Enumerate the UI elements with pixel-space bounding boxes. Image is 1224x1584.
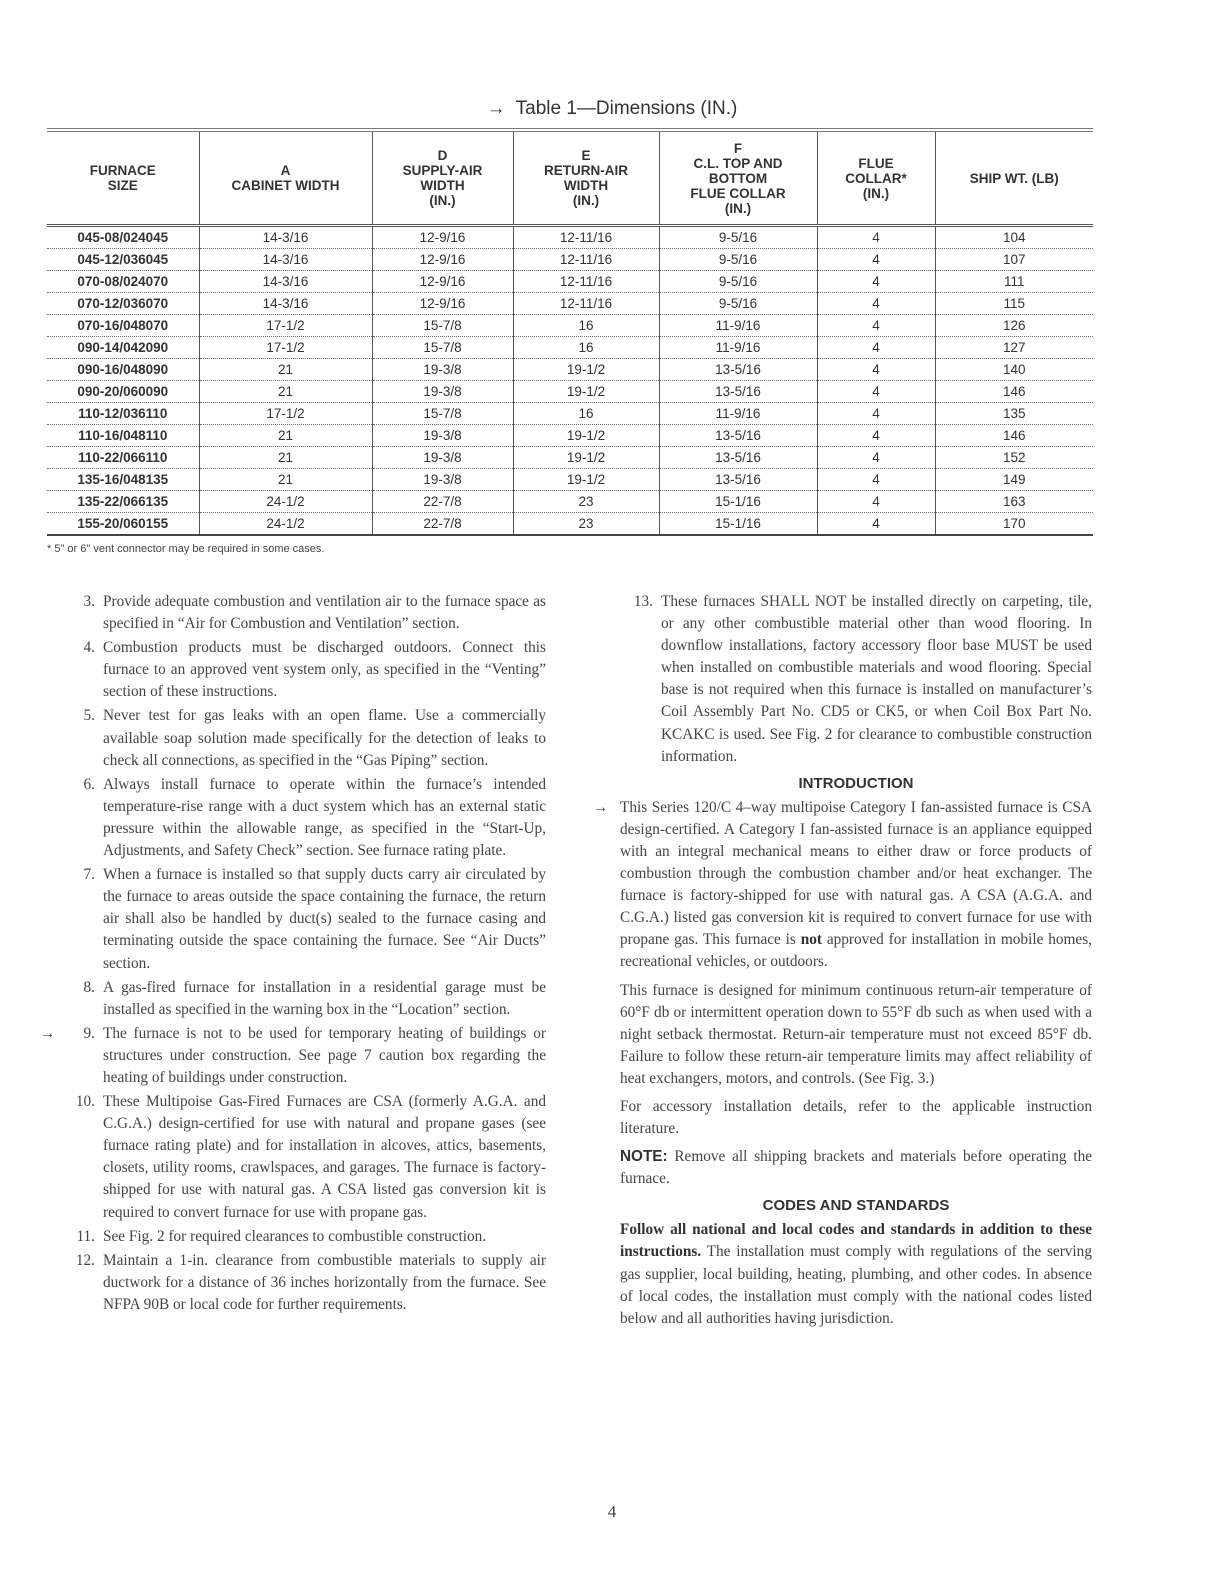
list-item-number: 8. [83,978,95,996]
codes-bold-text: Follow all national and local codes and standards in addition to these instructions. [620,1221,1092,1261]
table-cell-flue-collar: 4 [817,425,935,447]
table-cell-cabinet-width: 14-3/16 [199,249,372,271]
table-row [47,359,1093,381]
table-cell-furnace-size: 135-16/048135 [47,469,199,491]
list-item-text: These furnaces SHALL NOT be installed directly on carpeting, tile, or any other combustible material other than wood flooring. In downflow installations, factory accessory floor base MUST be used when installed on combustible materials and wood flooring. Special base is not required when this furnace is installed on manufacturer’s Coil Assembly Part No. CD5 or CK5, or when Coil Box Part No. KCAKC is used. See Fig. 2 for clearance to combustible construction information. [661,593,1092,765]
table-cell-cabinet-width: 14-3/16 [199,226,372,249]
table-cell-supply-air-width: 19-3/8 [372,381,513,403]
list-item-text: Provide adequate combustion and ventilation air to the furnace space as specified in “Air for Combustion and Ventilation” section. [103,593,546,633]
table-row [47,337,1093,359]
header-line: COLLAR* [845,170,907,186]
header-line: D [437,148,448,163]
table-cell-return-air-width: 19-1/2 [513,469,659,491]
table-cell-ship-weight: 146 [935,381,1093,403]
table-cell-ship-weight: 170 [935,513,1093,536]
table-cell-flue-collar: 4 [817,249,935,271]
table-cell-flue-collar: 4 [817,513,935,536]
table-cell-cabinet-width: 21 [199,447,372,469]
table-cell-flue-collar: 4 [817,293,935,315]
list-item-text: Maintain a 1-in. clearance from combustible materials to supply air ductwork for a distance of 36 inches horizontally from the furnace. See NFPA 90B or local code for further requirements. [103,1251,546,1313]
table-cell-flue-collar-position: 15-1/16 [659,491,817,513]
table-cell-flue-collar: 4 [817,337,935,359]
header-line: SUPPLY-AIR [402,163,483,178]
list-item-number: 3. [83,593,95,610]
table-cell-flue-collar-position: 13-5/16 [659,447,817,469]
table-cell-furnace-size: 070-12/036070 [47,293,199,315]
table-cell-supply-air-width: 12-9/16 [372,271,513,293]
table-cell-flue-collar-position: 13-5/16 [659,381,817,403]
list-item [62,1226,546,1248]
table-cell-flue-collar: 4 [817,315,935,337]
table-cell-furnace-size: 135-22/066135 [47,491,199,513]
table-cell-return-air-width: 23 [513,491,659,513]
list-item-number: 9. [83,1024,95,1042]
table-cell-furnace-size: 045-08/024045 [47,226,199,249]
table-cell-ship-weight: 104 [935,226,1093,249]
table-cell-cabinet-width: 21 [199,381,372,403]
table-row [47,249,1093,271]
right-column [593,591,1093,1336]
list-item-text: When a furnace is installed so that supply ducts carry air circulated by the furnace to areas outside the space containing the furnace, the return air shall also be handled by duct(s) sealed to the furnace casing and terminating outside the space containing the furnace. See “Air Ducts” section. [103,866,546,972]
table-cell-flue-collar-position: 11-9/16 [659,315,817,337]
introduction-paragraph-1 [593,797,1092,974]
page-number: 4 [607,1502,617,1521]
table-title-text: Table 1—Dimensions (IN.) [515,98,738,119]
table-cell-flue-collar: 4 [817,226,935,249]
list-item [62,774,546,862]
table-row [47,403,1093,425]
table-cell-furnace-size: 110-22/066110 [47,447,199,469]
list-item [62,637,546,703]
table-row [47,513,1093,536]
table-cell-return-air-width: 12-11/16 [513,271,659,293]
list-item [40,1023,546,1089]
table-cell-return-air-width: 16 [513,403,659,425]
introduction-paragraph-3: For accessory installation details, refer to the applicable instruction literature. [620,1097,1092,1138]
list-item-text: The furnace is not to be used for temporary heating of buildings or structures under construction. See page 7 caution box regarding the heating of buildings under construction. [103,1024,546,1086]
table-cell-furnace-size: 070-08/024070 [47,271,199,293]
table-cell-supply-air-width: 19-3/8 [372,447,513,469]
table-cell-return-air-width: 19-1/2 [513,359,659,381]
table-cell-return-air-width: 19-1/2 [513,381,659,403]
table-cell-ship-weight: 140 [935,359,1093,381]
table-cell-flue-collar-position: 13-5/16 [659,469,817,491]
table-cell-flue-collar: 4 [817,403,935,425]
table-cell-supply-air-width: 19-3/8 [372,469,513,491]
table-cell-ship-weight: 152 [935,447,1093,469]
table-cell-flue-collar: 4 [817,491,935,513]
table-cell-furnace-size: 090-14/042090 [47,337,199,359]
codes-paragraph [620,1219,1092,1329]
list-item [62,705,546,771]
table-row [47,271,1093,293]
header-line: BOTTOM [708,170,768,186]
column-header-return-air-width [513,130,659,226]
list-item [62,591,546,635]
table-cell-return-air-width: 19-1/2 [513,425,659,447]
header-line: E [581,148,591,163]
table-cell-supply-air-width: 15-7/8 [372,315,513,337]
table-cell-return-air-width: 23 [513,513,659,536]
table-cell-return-air-width: 12-11/16 [513,249,659,271]
dimensions-table [47,128,1093,536]
header-line: SIZE [107,178,138,193]
table-cell-supply-air-width: 22-7/8 [372,513,513,536]
table-row [47,469,1093,491]
list-item-number: 10. [75,1093,95,1111]
note-text: Remove all shipping brackets and materials before operating the furnace. [620,1148,1093,1188]
table-cell-ship-weight: 135 [935,403,1093,425]
table-title [0,98,1224,120]
table-cell-cabinet-width: 24-1/2 [199,491,372,513]
table-cell-flue-collar-position: 9-5/16 [659,249,817,271]
list-item-number: 5. [83,707,95,725]
table-cell-ship-weight: 115 [935,293,1093,315]
table-row [47,491,1093,513]
table-cell-ship-weight: 107 [935,249,1093,271]
list-item-text: A gas-fired furnace for installation in a residential garage must be installed as specified in the warning box in the “Location” section. [103,978,546,1018]
header-line: A [280,163,291,178]
table-cell-cabinet-width: 17-1/2 [199,337,372,359]
table-body [47,226,1093,536]
list-item-number: 12. [75,1251,95,1269]
table-cell-supply-air-width: 12-9/16 [372,249,513,271]
list-item-text: These Multipoise Gas-Fired Furnaces are CSA (formerly A.G.A. and C.G.A.) design-certified for use with natural and propane gases (see furnace rating plate) and for installation in alcoves, attics, basements, closets, utility rooms, crawlspaces, and garages. The furnace is factory-shipped for use with natural gas. A CSA listed gas conversion kit is required to convert furnace for use with propane gas. [103,1093,546,1221]
table-cell-supply-air-width: 19-3/8 [372,359,513,381]
list-item [62,864,546,974]
header-line: CABINET WIDTH [231,178,340,193]
table-row [47,425,1093,447]
table-cell-supply-air-width: 12-9/16 [372,293,513,315]
table-cell-ship-weight: 163 [935,491,1093,513]
table-cell-cabinet-width: 21 [199,469,372,491]
table-cell-return-air-width: 19-1/2 [513,447,659,469]
introduction-heading: INTRODUCTION [798,774,914,792]
table-cell-furnace-size: 070-16/048070 [47,315,199,337]
column-header-supply-air-width [372,130,513,226]
table-cell-flue-collar-position: 15-1/16 [659,513,817,536]
table-cell-flue-collar-position: 13-5/16 [659,359,817,381]
table-cell-cabinet-width: 24-1/2 [199,513,372,536]
list-item [62,977,546,1021]
list-item-number: 11. [76,1227,95,1245]
column-header-cabinet-width [199,130,372,226]
change-arrow-icon: → [486,98,506,119]
table-cell-flue-collar: 4 [817,271,935,293]
table-row [47,381,1093,403]
table-cell-cabinet-width: 17-1/2 [199,403,372,425]
list-item [62,1250,546,1316]
table-cell-flue-collar-position: 9-5/16 [659,271,817,293]
intro-text-bold: not [800,931,822,949]
intro-text-b: approved for installation in mobile homes, recreational vehicles, or outdoors. [620,931,1092,971]
table-cell-flue-collar-position: 13-5/16 [659,425,817,447]
codes-heading: CODES AND STANDARDS [762,1197,950,1215]
table-cell-return-air-width: 12-11/16 [513,293,659,315]
table-cell-furnace-size: 090-16/048090 [47,359,199,381]
header-line: FURNACE [89,163,156,178]
table-cell-ship-weight: 126 [935,315,1093,337]
table-cell-furnace-size: 090-20/060090 [47,381,199,403]
column-header-furnace-size [47,130,199,226]
table-cell-flue-collar-position: 9-5/16 [659,226,817,249]
header-line: C.L. TOP AND [693,155,783,171]
list-item-13 [620,591,1092,768]
column-header-flue-collar [817,130,935,226]
header-line: (IN.) [862,185,890,201]
table-cell-flue-collar: 4 [817,381,935,403]
table-cell-cabinet-width: 21 [199,359,372,381]
header-line: FLUE COLLAR [690,185,786,201]
list-item-text: Never test for gas leaks with an open flame. Use a commercially available soap solution made specifically for the detection of leaks to check all connections, as specified in the “Gas Piping” section. [103,707,546,769]
codes-text: The installation must comply with regulations of the serving gas supplier, local building, heating, plumbing, and other codes. In absence of local codes, the installation must comply with the national codes listed below and all authorities having jurisdiction. [620,1243,1092,1327]
table-cell-ship-weight: 127 [935,337,1093,359]
table-cell-flue-collar-position: 9-5/16 [659,293,817,315]
table-cell-cabinet-width: 14-3/16 [199,293,372,315]
list-item-text: Always install furnace to operate within the furnace’s intended temperature-rise range with a duct system which has an external static pressure within the allowable range, as specified in the “Start-Up, Adjustments, and Safety Check” section. See furnace rating plate. [103,775,546,860]
table-cell-supply-air-width: 15-7/8 [372,337,513,359]
note-label: NOTE: [620,1148,668,1166]
change-arrow-icon: → [40,1024,56,1042]
table-cell-supply-air-width: 12-9/16 [372,226,513,249]
table-cell-supply-air-width: 15-7/8 [372,403,513,425]
table-cell-return-air-width: 16 [513,315,659,337]
table-cell-furnace-size: 155-20/060155 [47,513,199,536]
table-row [47,315,1093,337]
table-cell-return-air-width: 12-11/16 [513,226,659,249]
list-item-number: 4. [83,639,95,657]
header-line: WIDTH [563,178,609,193]
table-row [47,447,1093,469]
table-cell-flue-collar: 4 [817,447,935,469]
left-column [40,591,546,1318]
table-cell-furnace-size: 110-16/048110 [47,425,199,447]
note-paragraph [620,1146,1092,1190]
header-line: (IN.) [572,193,600,208]
table-header-row [47,130,1093,226]
list-item-number: 6. [83,775,95,793]
table-cell-cabinet-width: 17-1/2 [199,315,372,337]
header-line: WIDTH [420,178,465,193]
header-line: RETURN-AIR [544,163,628,178]
table-cell-cabinet-width: 21 [199,425,372,447]
table-cell-furnace-size: 110-12/036110 [47,403,199,425]
header-line: FLUE [858,155,894,171]
introduction-paragraph-2: This furnace is designed for minimum continuous return-air temperature of 60°F db or intermittent operation down to 55°F db such as when used with a night setback thermostat. Return-air temperature must not exceed 85°F db. Failure to follow these return-air temperature limits may affect reliability of heat exchangers, motors, and controls. (See Fig. 3.) [620,981,1092,1087]
table-cell-ship-weight: 146 [935,425,1093,447]
table-footnote: * 5" or 6" vent connector may be required in some cases. [47,543,325,555]
table-cell-flue-collar-position: 11-9/16 [659,337,817,359]
table-cell-cabinet-width: 14-3/16 [199,271,372,293]
table-cell-furnace-size: 045-12/036045 [47,249,199,271]
header-line: F [733,140,743,156]
list-item-text: Combustion products must be discharged outdoors. Connect this furnace to an approved vent system only, as specified in the “Venting” section of these instructions. [103,639,546,701]
table-cell-supply-air-width: 19-3/8 [372,425,513,447]
intro-text-a: This Series 120/C 4–way multipoise Category I fan-assisted furnace is CSA design-certified. A Category I fan-assisted furnace is an appliance equipped with an integral mechanical means to either draw or force products of combustion through the combustion chamber and/or heat exchanger. The furnace is factory-shipped for use with natural gas. A CSA (A.G.A. and C.G.A.) listed gas conversion kit is required to convert furnace for use with propane gas. This furnace is [620,798,1092,949]
table-row [47,226,1093,249]
table-cell-flue-collar-position: 11-9/16 [659,403,817,425]
table-cell-flue-collar: 4 [817,469,935,491]
table-cell-supply-air-width: 22-7/8 [372,491,513,513]
change-arrow-icon: → [593,798,609,816]
list-item-text: See Fig. 2 for required clearances to combustible construction. [103,1227,487,1245]
list-item-number: 7. [83,866,95,884]
table-cell-flue-collar: 4 [817,359,935,381]
header-line: (IN.) [429,193,456,208]
header-line: SHIP WT. (LB) [969,170,1059,186]
header-line: (IN.) [724,200,752,216]
table-row [47,293,1093,315]
column-header-flue-collar-position [659,130,817,226]
table-cell-ship-weight: 111 [935,271,1093,293]
list-item-number: 13. [633,593,653,610]
column-header-ship-weight [935,130,1093,226]
table-cell-ship-weight: 149 [935,469,1093,491]
list-item [62,1091,546,1224]
table-cell-return-air-width: 16 [513,337,659,359]
